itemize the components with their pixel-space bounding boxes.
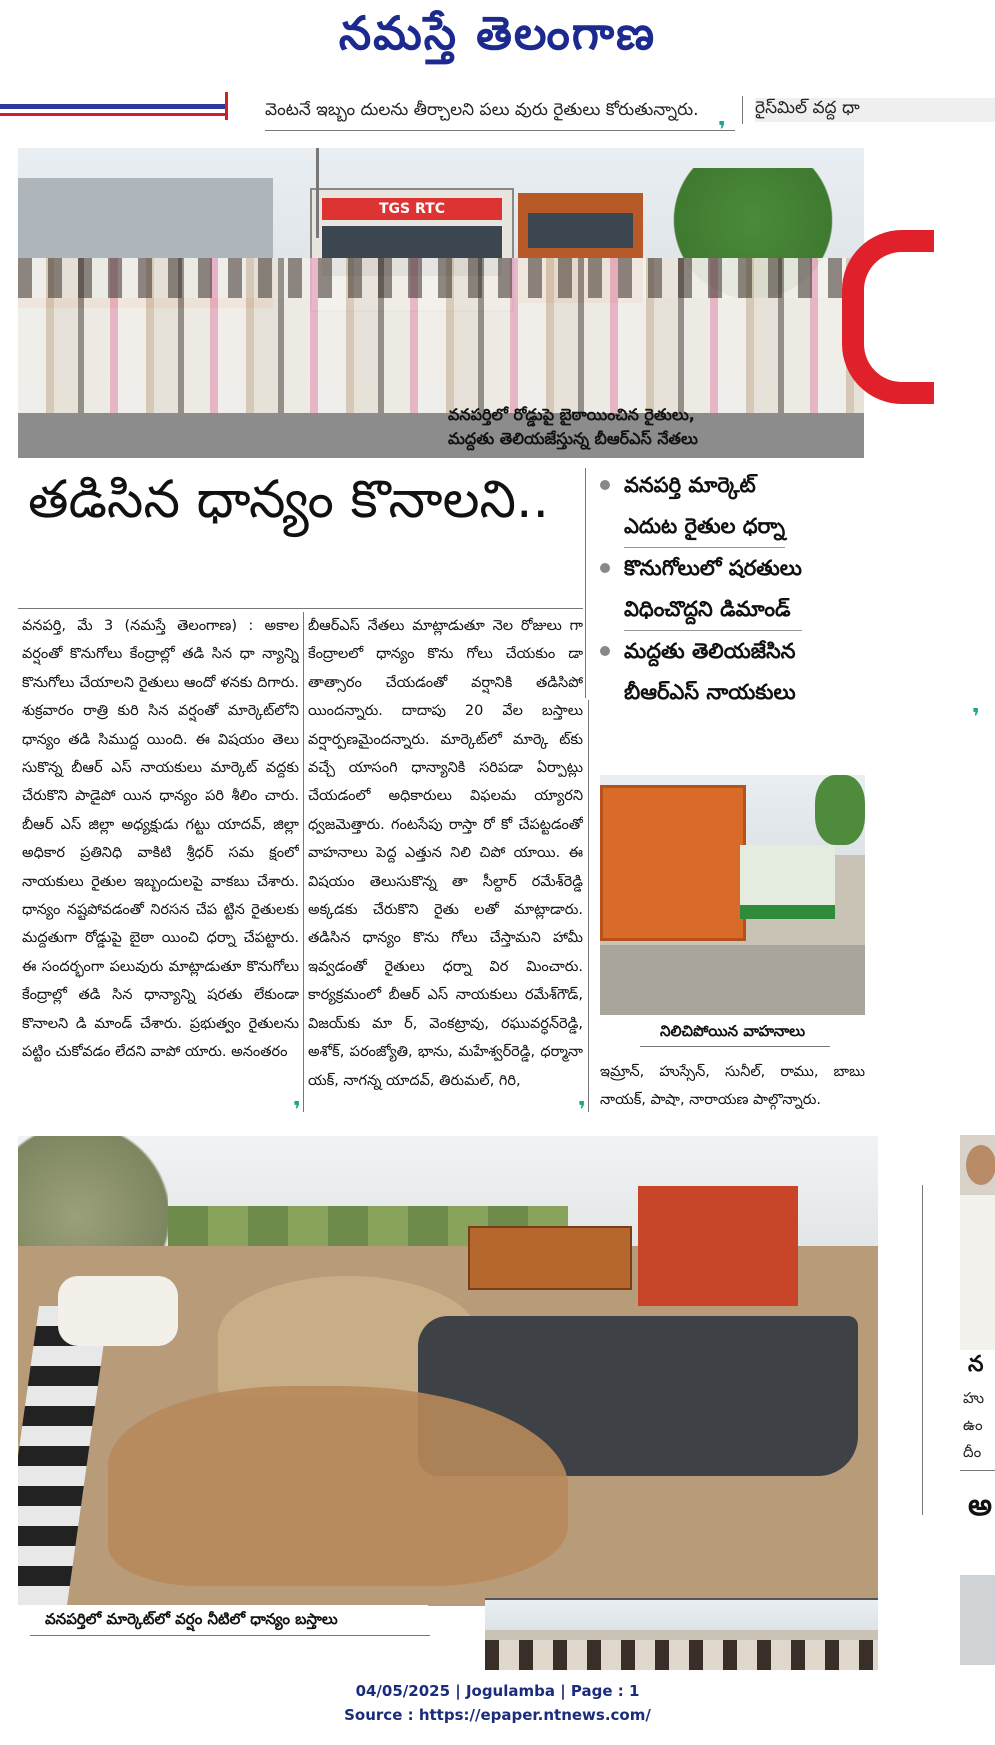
highlight-line: మద్దతు తెలియజేసిన — [624, 639, 796, 663]
article-text: ఇమ్రాన్, హుస్సేన్, సునీల్, రాము, బాబు నాయక్, పాషా, నారాయణ పాల్గొన్నారు. — [600, 1064, 865, 1109]
highlight-line: బీఆర్‌ఎస్ నాయకులు — [624, 680, 796, 704]
photo-caption-bottom: వనపర్తిలో మార్కెట్‌లో వర్షం నీటిలో ధాన్యం బస్తాలు — [45, 1610, 338, 1628]
side-line: దీం — [963, 1443, 982, 1461]
highlight-line: వనపర్తి మార్కెట్ — [624, 473, 756, 497]
photo-side-portrait — [960, 1135, 995, 1350]
quote-icon: ❜ — [293, 1098, 301, 1123]
decorative-red-shape — [842, 230, 934, 404]
footer-source: Source : https://epaper.ntnews.com/ — [344, 1706, 651, 1724]
header-stripe-red — [0, 113, 225, 116]
bullet-icon — [600, 646, 610, 656]
crowd-heads — [18, 258, 864, 298]
side-heading-fragment: న — [968, 1352, 984, 1377]
photo-caption-right: నిలిచిపోయిన వాహనాలు — [659, 1022, 806, 1040]
footer-date-edition: 04/05/2025 | Jogulamba | Page : 1 — [355, 1682, 640, 1700]
highlight-line: ఎదుట రైతుల ధర్నా — [624, 506, 785, 548]
article-column-2 — [308, 612, 583, 1112]
divider — [960, 1470, 995, 1471]
side-article-snippet: రైస్‌మిల్ వద్ద ధా — [755, 98, 995, 122]
bullet-icon — [600, 480, 610, 490]
divider — [18, 608, 583, 609]
photo-caption-top — [448, 403, 698, 451]
divider — [922, 1185, 923, 1515]
article-text: బీఆర్‌ఎస్ నేతలు మాట్లాడుతూ నెల రోజులు గా కేంద్రాలలో ధాన్యం కొను గోలు చేయకుం డా తాత్సారం చేయడంతో వర్షానికి తడిసిపో యిందన్నారు. దాదాపు 20 వేల బస్తాలు వర్షార్పణమైందన్నారు. మార్కెట్‌లో మార్కె ట్‌కు వచ్చే యాసంగి ధాన్యానికి సరిపడా ఏర్పాట్లు చేయడంలో అధికారులు విఫలమ య్యారని ధ్వజమెత్తారు. గంటసేపు రాస్తా రో కో చేపట్టడంతో వాహనాలు పెద్ద ఎత్తున నిలి చిపో యాయి. ఈ విషయం తెలుసుకొన్న తా సీల్దార్ రమేశ్‌రెడ్డి అక్కడకు చేరుకొని రైతు లతో మాట్లాడారు. తడిసిన ధాన్యం కొను గోలు చేస్తామని హామీ ఇవ్వడంతో రైతులు ధర్నా విర మించారు. కార్యక్రమంలో బీఆర్ ఎస్ నాయకులు రమేశ్‌గౌడ్, విజయ్‌కు మా ర్, వెంకట్రావు, రఘువర్ధన్‌రెడ్డి, అశోక్, పరంజ్యోతి, భాను, మహేశ్వర్‌రెడ్డి, ధర్మానా యక్, నాగన్న యాదవ్, తిరుమల్, గిరి, — [308, 618, 583, 1089]
divider — [585, 468, 586, 698]
bullet-icon — [600, 563, 610, 573]
highlight-item — [600, 465, 890, 548]
article-column-1 — [22, 612, 299, 1112]
article-text: వనపర్తి, మే 3 (నమస్తే తెలంగాణ) : అకాల వర్షంతో కొనుగోలు కేంద్రాల్లో తడి సిన ధా న్యాన్ని కొనుగోలు చేయాలని రైతులు ఆందో ళనకు దిగారు. శుక్రవారం రాత్రి కురి సిన వర్షంతో మార్కెట్‌లోని ధాన్యం తడి సిముద్ద యింది. ఈ విషయం తెలు సుకొన్న బీఆర్ ఎస్ నాయకులు మార్కెట్ వద్దకు చేరుకొని పాడైపో యిన ధాన్యం పరి శీలిం చారు. బీఆర్ ఎస్ జిల్లా అధ్యక్షుడు గట్టు యాదవ్, జిల్లా అధికార ప్రతినిధి వాకిటి శ్రీధర్ సమ క్షంలో నాయకులు రైతుల ఇబ్బందులపై వాకబు చేశారు. ధాన్యం నష్టపోవడంతో నిరసన చేప ట్టిన రైతులకు మద్దతుగా రోడ్డుపై బైఠా యించి ధర్నా చేపట్టారు. ఈ సందర్భంగా పలువురు మాట్లాడుతూ కొనుగోలు కేంద్రాల్లో తడి సిన ధాన్యాన్ని షరతు లేకుండా కొనాలని డి మాండ్ చేశారు. ప్రభుత్వం రైతులను పట్టిం చుకోవడం లేదని వాపో యారు. అనంతరం — [22, 618, 299, 1061]
trolley — [468, 1226, 632, 1290]
side-article-fragment — [963, 1385, 995, 1466]
divider — [742, 96, 743, 124]
tree — [815, 775, 865, 845]
highlight-line: విధించొద్దని డిమాండ్ — [624, 589, 802, 631]
photo-stalled-vehicles — [600, 775, 865, 1015]
caption-line: వనపర్తిలో రోడ్డుపై బైఠాయించిన రైతులు, — [448, 405, 695, 424]
crowd — [485, 1640, 878, 1670]
photo-partial — [485, 1598, 878, 1670]
highlight-item — [600, 631, 890, 713]
tractor — [638, 1186, 798, 1306]
bag-sacks — [58, 1276, 178, 1346]
masthead — [0, 0, 995, 100]
bus-sign: TGS RTC — [322, 198, 502, 220]
header-stripe-end — [225, 92, 228, 120]
electric-pole — [316, 148, 319, 238]
highlights-box — [600, 465, 890, 713]
newspaper-title: నమస్తే తెలంగాణ — [338, 6, 657, 60]
side-line: ఉం — [963, 1416, 983, 1434]
article-column-3-tail — [600, 1058, 865, 1118]
highlight-item — [600, 548, 890, 631]
divider — [588, 700, 589, 1112]
caption-line: మద్దతు తెలియజేస్తున్న బీఆర్‌ఎస్ నేతలు — [448, 429, 698, 448]
highlight-line: కొనుగోలులో షరతులు — [624, 556, 802, 580]
header-stripe-blue — [0, 104, 225, 109]
divider — [303, 612, 304, 1112]
photo-wet-grain-market — [18, 1136, 878, 1606]
headline: తడిసిన ధాన్యం కొనాలని.. — [28, 470, 550, 530]
divider — [640, 1046, 830, 1047]
side-heading-fragment-2: అ — [968, 1488, 992, 1523]
photo-side-bottom — [960, 1575, 995, 1665]
photo-farmers-protest — [18, 148, 864, 458]
bus — [740, 845, 835, 919]
lorry — [600, 785, 746, 941]
quote-icon: ❜ — [578, 1098, 586, 1123]
prev-article-snippet: వెంటనే ఇబ్బం దులను తీర్చాలని పలు వురు రైతులు కోరుతున్నారు. — [265, 100, 699, 120]
quote-icon: ❜ — [972, 705, 980, 730]
divider — [265, 130, 735, 131]
side-line: హు — [963, 1389, 985, 1407]
rainwater-puddle — [108, 1386, 568, 1586]
divider — [30, 1635, 430, 1636]
